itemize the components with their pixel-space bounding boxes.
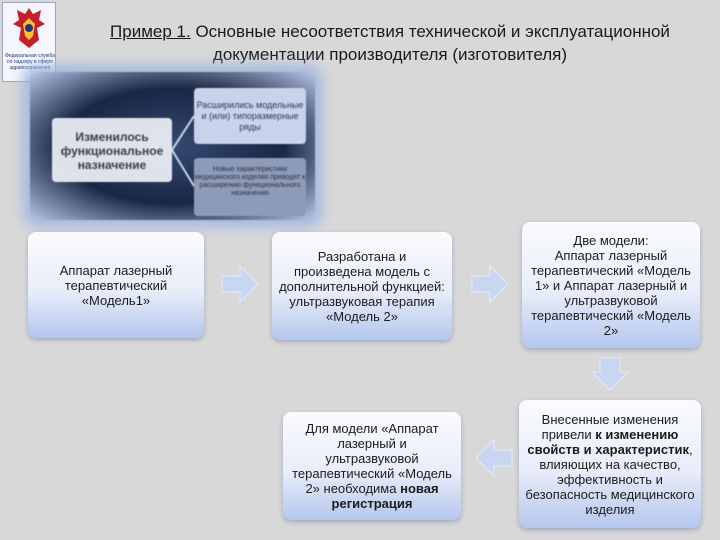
changes-pre: Внесенные изменения привели (541, 411, 679, 442)
roszdravnadzor-logo (2, 2, 56, 82)
title-lead: Пример 1. (110, 22, 191, 41)
title-rest: Основные несоответствия технической и эксплуатационной документации производителя (изготовителя) (190, 22, 670, 64)
node-model-1 (28, 232, 204, 338)
node-changes-impact (519, 400, 701, 528)
new-registration-desc: Для модели «Аппарат лазерный и ультразвуковой терапевтический «Модель 2» необходима (292, 421, 452, 496)
node-changes-impact-text (525, 412, 695, 517)
changes-post: , влияющих на качество, эффективность и безопасность медицинского изделия (525, 441, 695, 517)
double-headed-eagle-emblem-icon (11, 6, 47, 50)
arrow-right-2-icon (470, 264, 510, 304)
changes-bold: к изменению свойств и характеристик (527, 426, 689, 457)
scheme-image (30, 72, 315, 220)
slide-title (62, 20, 718, 66)
node-model-2-text: Разработана и произведена модель с дополнительной функцией: ультразвуковая терапия «Модель 2» (279, 248, 445, 324)
node-model-2-developed (272, 232, 452, 340)
scheme-left-box: Изменилось функциональное назначение (52, 118, 172, 182)
scheme-right-top-box: Расширились модельные и (или) типоразмерные ряды (194, 88, 306, 144)
node-model-1-text: Аппарат лазерный терапевтический «Модель1» (59, 262, 173, 308)
node-two-models (522, 222, 700, 348)
scheme-right-bottom-box: Новые характеристики медицинского изделия приводят к расширению функционального назначения (194, 158, 306, 216)
new-registration-bold: новая регистрация (331, 481, 439, 511)
node-new-registration-text (289, 421, 455, 511)
node-two-models-text: Две модели: Аппарат лазерный терапевтический «Модель 1» и Аппарат лазерный и ультразвуковой терапевтический «Модель 2» (531, 232, 691, 338)
arrow-right-1-icon (220, 264, 260, 304)
arrow-down-icon (590, 356, 630, 392)
node-new-registration (283, 412, 461, 520)
logo-caption: Федеральная служба по надзору в сфере здравоохранения (5, 53, 55, 71)
arrow-left-icon (474, 438, 514, 478)
